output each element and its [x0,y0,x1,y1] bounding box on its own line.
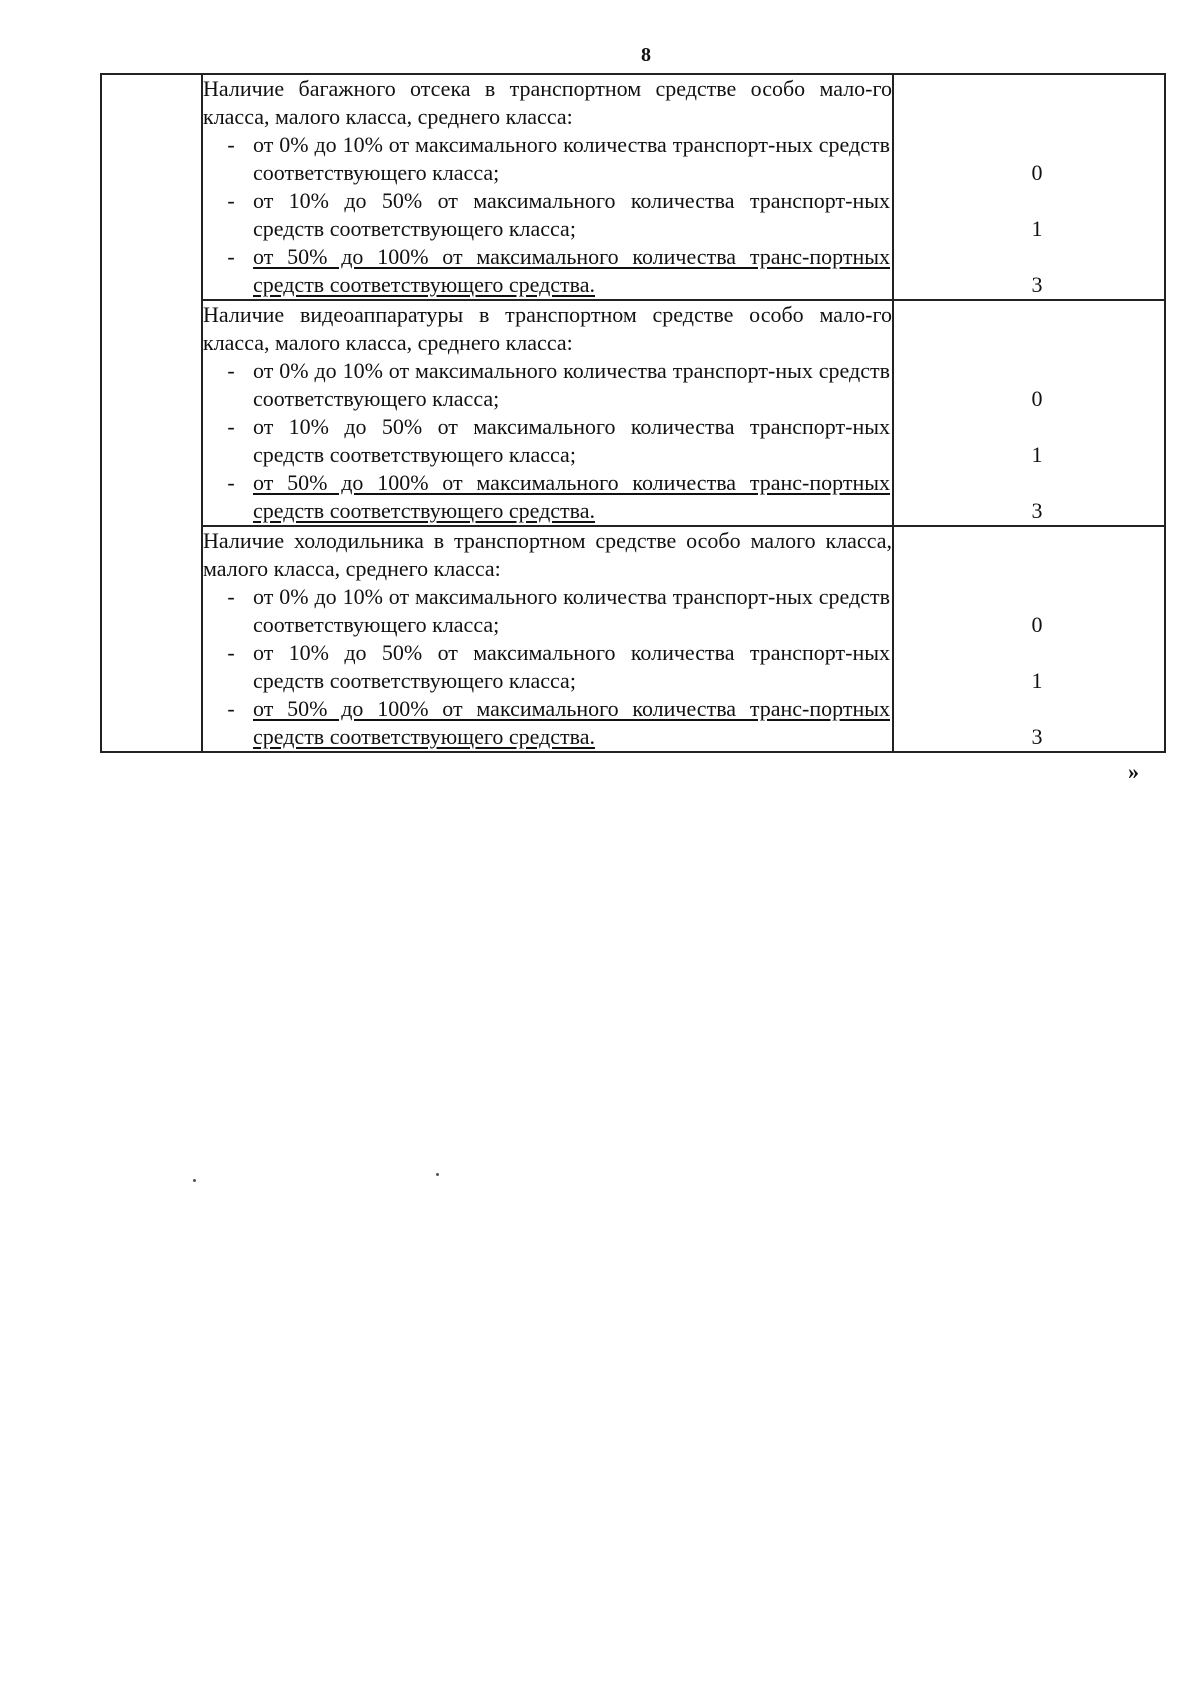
score-value: 3 [1031,724,1043,749]
list-dash: - [227,358,235,383]
option-text: от 50% до 100% от максимального количества транс-портных средств соответствующего средства. [253,244,890,297]
index-cell [101,74,202,752]
criterion-option [203,695,892,751]
criterion-option [203,243,892,299]
list-dash: - [227,132,235,157]
option-text: от 10% до 50% от максимального количества транспорт-ных средств соответствующего класса; [253,640,890,693]
list-dash: - [227,188,235,213]
score-cell [893,74,1165,300]
list-dash: - [227,696,235,721]
score-value: 0 [1031,612,1043,637]
table-row [101,300,1165,526]
option-text: от 50% до 100% от максимального количества транс-портных средств соответствующего средства. [253,470,890,523]
criterion-option [203,187,892,243]
criterion-option [203,583,892,639]
option-text: от 0% до 10% от максимального количества транспорт-ных средств соответствующего класса; [253,584,890,637]
criterion-option [203,131,892,187]
score-value: 1 [1031,442,1043,467]
criterion-intro: Наличие видеоаппаратуры в транспортном средстве особо мало-го класса, малого класса, среднего класса: [203,302,892,355]
criterion-description [202,300,893,526]
scan-speck [193,1179,196,1182]
score-value: 3 [1031,272,1043,297]
option-text: от 10% до 50% от максимального количества транспорт-ных средств соответствующего класса; [253,414,890,467]
criterion-intro: Наличие холодильника в транспортном средстве особо малого класса, малого класса, среднего класса: [203,528,892,581]
scan-speck [436,1173,439,1176]
criterion-description [202,526,893,752]
criterion-option [203,639,892,695]
list-dash: - [227,584,235,609]
score-value: 0 [1031,160,1043,185]
score-value: 0 [1031,386,1043,411]
option-text: от 0% до 10% от максимального количества транспорт-ных средств соответствующего класса; [253,132,890,185]
closing-quote: » [1128,759,1139,784]
table-row [101,526,1165,752]
option-text: от 0% до 10% от максимального количества транспорт-ных средств соответствующего класса; [253,358,890,411]
criterion-description [202,74,893,300]
criteria-table [100,73,1166,753]
table-row [101,74,1165,300]
list-dash: - [227,244,235,269]
criterion-option [203,469,892,525]
criterion-option [203,413,892,469]
score-value: 1 [1031,668,1043,693]
list-dash: - [227,414,235,439]
score-cell [893,300,1165,526]
score-cell [893,526,1165,752]
page-number: 8 [641,44,651,66]
list-dash: - [227,470,235,495]
score-value: 3 [1031,498,1043,523]
list-dash: - [227,640,235,665]
score-value: 1 [1031,216,1043,241]
criterion-intro: Наличие багажного отсека в транспортном средстве особо мало-го класса, малого класса, среднего класса: [203,76,892,129]
option-text: от 10% до 50% от максимального количества транспорт-ных средств соответствующего класса; [253,188,890,241]
option-text: от 50% до 100% от максимального количества транс-портных средств соответствующего средства. [253,696,890,749]
criterion-option [203,357,892,413]
